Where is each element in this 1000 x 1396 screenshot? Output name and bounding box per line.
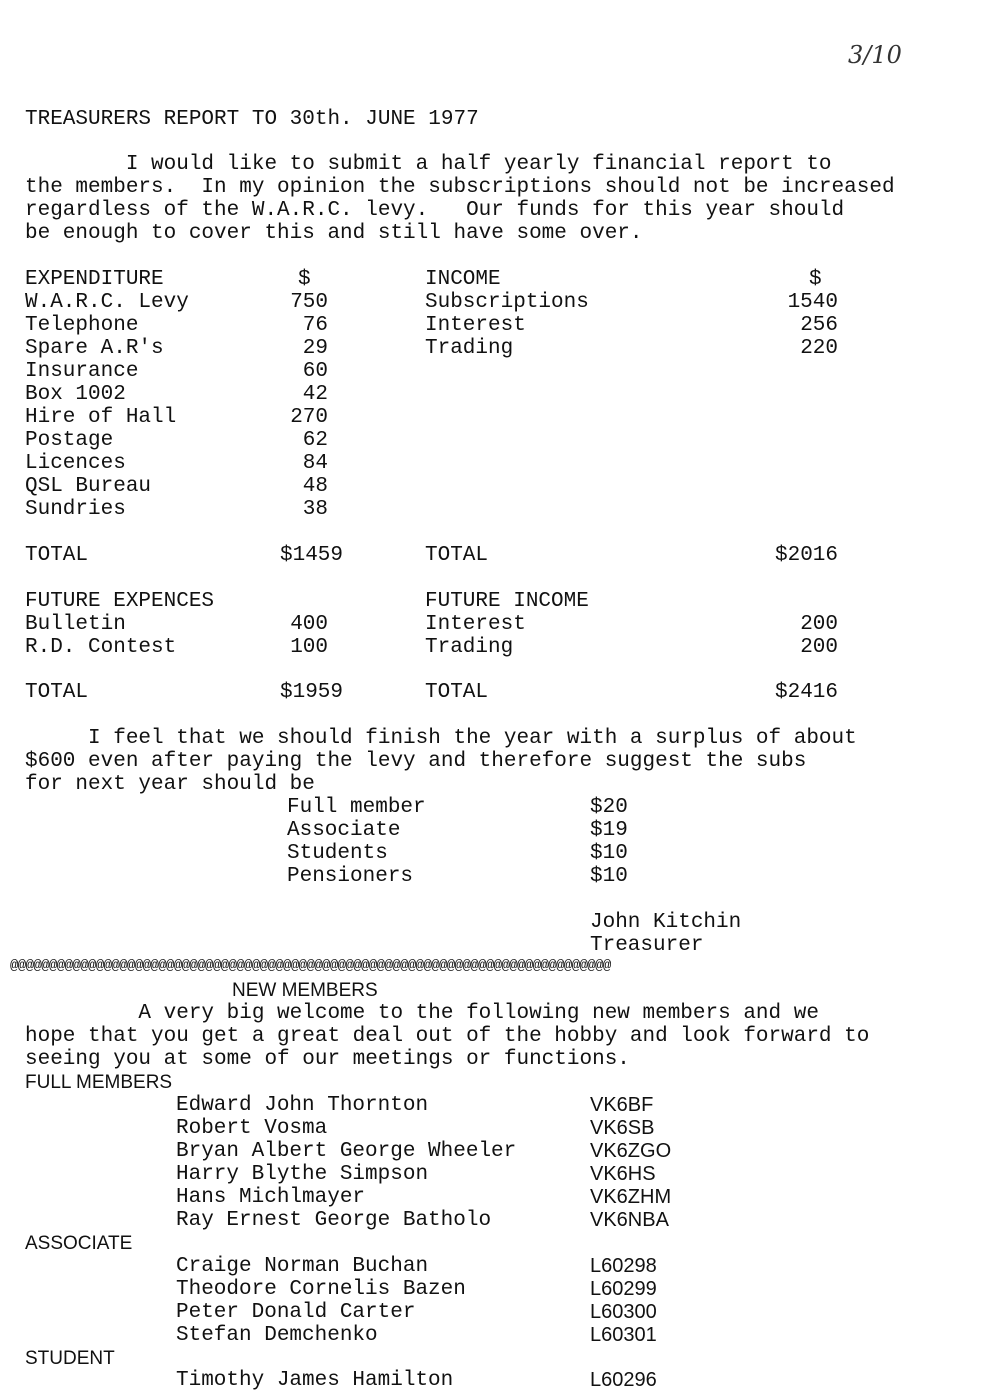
expenditure-label: Postage	[25, 429, 114, 452]
future-expenses-total: $1959	[279, 681, 343, 704]
member-name: Hans Michlmayer	[176, 1186, 366, 1209]
expenditure-total: $1459	[279, 544, 343, 567]
member-callsign: VK6ZGO	[590, 1140, 672, 1162]
group-heading-associate: ASSOCIATE	[25, 1233, 133, 1254]
future-expenses-total-label: TOTAL	[25, 681, 89, 704]
future-expense-label: R.D. Contest	[25, 636, 177, 659]
future-income-total-label: TOTAL	[425, 681, 489, 704]
surplus-line: for next year should be	[25, 773, 315, 796]
income-label: Trading	[425, 337, 514, 360]
intro-line: regardless of the W.A.R.C. levy. Our funds for this year should	[25, 199, 845, 222]
group-heading-full-members: FULL MEMBERS	[25, 1072, 173, 1093]
income-currency: $	[809, 268, 822, 291]
member-callsign: VK6BF	[590, 1094, 654, 1116]
expenditure-amount: 38	[302, 498, 328, 521]
expenditure-amount: 84	[302, 452, 328, 475]
expenditure-label: Licences	[25, 452, 126, 475]
subs-category: Students	[287, 842, 388, 865]
expenditure-amount: 76	[302, 314, 328, 337]
expenditure-label: QSL Bureau	[25, 475, 152, 498]
member-callsign: L60300	[590, 1301, 657, 1323]
subs-amount: $20	[590, 796, 628, 819]
future-expense-amount: 400	[290, 613, 328, 636]
intro-line: I would like to submit a half yearly financial report to	[25, 153, 832, 176]
expenditure-label: Hire of Hall	[25, 406, 177, 429]
group-heading-student: STUDENT	[25, 1348, 115, 1369]
member-callsign: VK6ZHM	[590, 1186, 672, 1208]
expenditure-label: Box 1002	[25, 383, 126, 406]
member-name: Edward John Thornton	[176, 1094, 429, 1117]
expenditure-amount: 29	[302, 337, 328, 360]
report-title: TREASURERS REPORT TO 30th. JUNE 1977	[25, 108, 479, 131]
member-name: Robert Vosma	[176, 1117, 328, 1140]
member-name: Bryan Albert George Wheeler	[176, 1140, 517, 1163]
member-callsign: VK6NBA	[590, 1209, 669, 1231]
surplus-line: I feel that we should finish the year with a surplus of about	[25, 727, 857, 750]
income-amount: 1540	[787, 291, 838, 314]
member-callsign: L60298	[590, 1255, 657, 1277]
future-expense-amount: 100	[290, 636, 328, 659]
member-name: Theodore Cornelis Bazen	[176, 1278, 466, 1301]
future-income-amount: 200	[800, 636, 838, 659]
surplus-line: $600 even after paying the levy and therefore suggest the subs	[25, 750, 807, 773]
subs-amount: $19	[590, 819, 628, 842]
future-income-total: $2416	[774, 681, 838, 704]
future-income-label: Interest	[425, 613, 526, 636]
expenditure-amount: 750	[290, 291, 328, 314]
expenditure-label: W.A.R.C. Levy	[25, 291, 189, 314]
expenditure-amount: 60	[302, 360, 328, 383]
member-callsign: VK6HS	[590, 1163, 656, 1185]
handwritten-page-number: 3/10	[848, 41, 902, 69]
signature-role: Treasurer	[590, 934, 704, 957]
member-callsign: L60301	[590, 1324, 657, 1346]
welcome-line: seeing you at some of our meetings or functions.	[25, 1048, 630, 1071]
member-name: Timothy James Hamilton	[176, 1369, 454, 1392]
income-total: $2016	[774, 544, 838, 567]
subs-category: Pensioners	[287, 865, 414, 888]
income-amount: 256	[800, 314, 838, 337]
subs-amount: $10	[590, 865, 628, 888]
welcome-line: hope that you get a great deal out of the hobby and look forward to	[25, 1025, 870, 1048]
new-members-heading: NEW MEMBERS	[232, 980, 378, 1001]
member-name: Ray Ernest George Batholo	[176, 1209, 492, 1232]
member-name: Harry Blythe Simpson	[176, 1163, 429, 1186]
income-total-label: TOTAL	[425, 544, 489, 567]
signature-name: John Kitchin	[590, 911, 742, 934]
income-label: Interest	[425, 314, 526, 337]
expenditure-amount: 270	[290, 406, 328, 429]
member-name: Stefan Demchenko	[176, 1324, 378, 1347]
member-callsign: L60296	[590, 1369, 657, 1391]
member-callsign: VK6SB	[590, 1117, 655, 1139]
expenditure-label: Spare A.R's	[25, 337, 164, 360]
member-callsign: L60299	[590, 1278, 657, 1300]
subs-category: Full member	[287, 796, 426, 819]
expenditure-currency: $	[298, 268, 311, 291]
member-name: Peter Donald Carter	[176, 1301, 416, 1324]
income-label: Subscriptions	[425, 291, 589, 314]
intro-line: be enough to cover this and still have some over.	[25, 222, 643, 245]
member-name: Craige Norman Buchan	[176, 1255, 429, 1278]
welcome-line: A very big welcome to the following new members and we	[25, 1002, 819, 1025]
at-sign-divider: @@@@@@@@@@@@@@@@@@@@@@@@@@@@@@@@@@@@@@@@@@@@@@@@@@@@@@@@@@@@@@@@@@@@@@@@@@@@@	[10, 958, 611, 974]
expenditure-amount: 62	[302, 429, 328, 452]
future-income-amount: 200	[800, 613, 838, 636]
expenditure-label: Sundries	[25, 498, 126, 521]
subs-amount: $10	[590, 842, 628, 865]
expenditure-amount: 42	[302, 383, 328, 406]
expenditure-header: EXPENDITURE	[25, 268, 164, 291]
future-income-header: FUTURE INCOME	[425, 590, 589, 613]
expenditure-label: Insurance	[25, 360, 139, 383]
expenditure-label: Telephone	[25, 314, 139, 337]
income-amount: 220	[800, 337, 838, 360]
expenditure-amount: 48	[302, 475, 328, 498]
intro-line: the members. In my opinion the subscriptions should not be increased	[25, 176, 895, 199]
future-expenses-header: FUTURE EXPENCES	[25, 590, 215, 613]
future-income-label: Trading	[425, 636, 514, 659]
income-header: INCOME	[425, 268, 501, 291]
future-expense-label: Bulletin	[25, 613, 126, 636]
expenditure-total-label: TOTAL	[25, 544, 89, 567]
subs-category: Associate	[287, 819, 401, 842]
